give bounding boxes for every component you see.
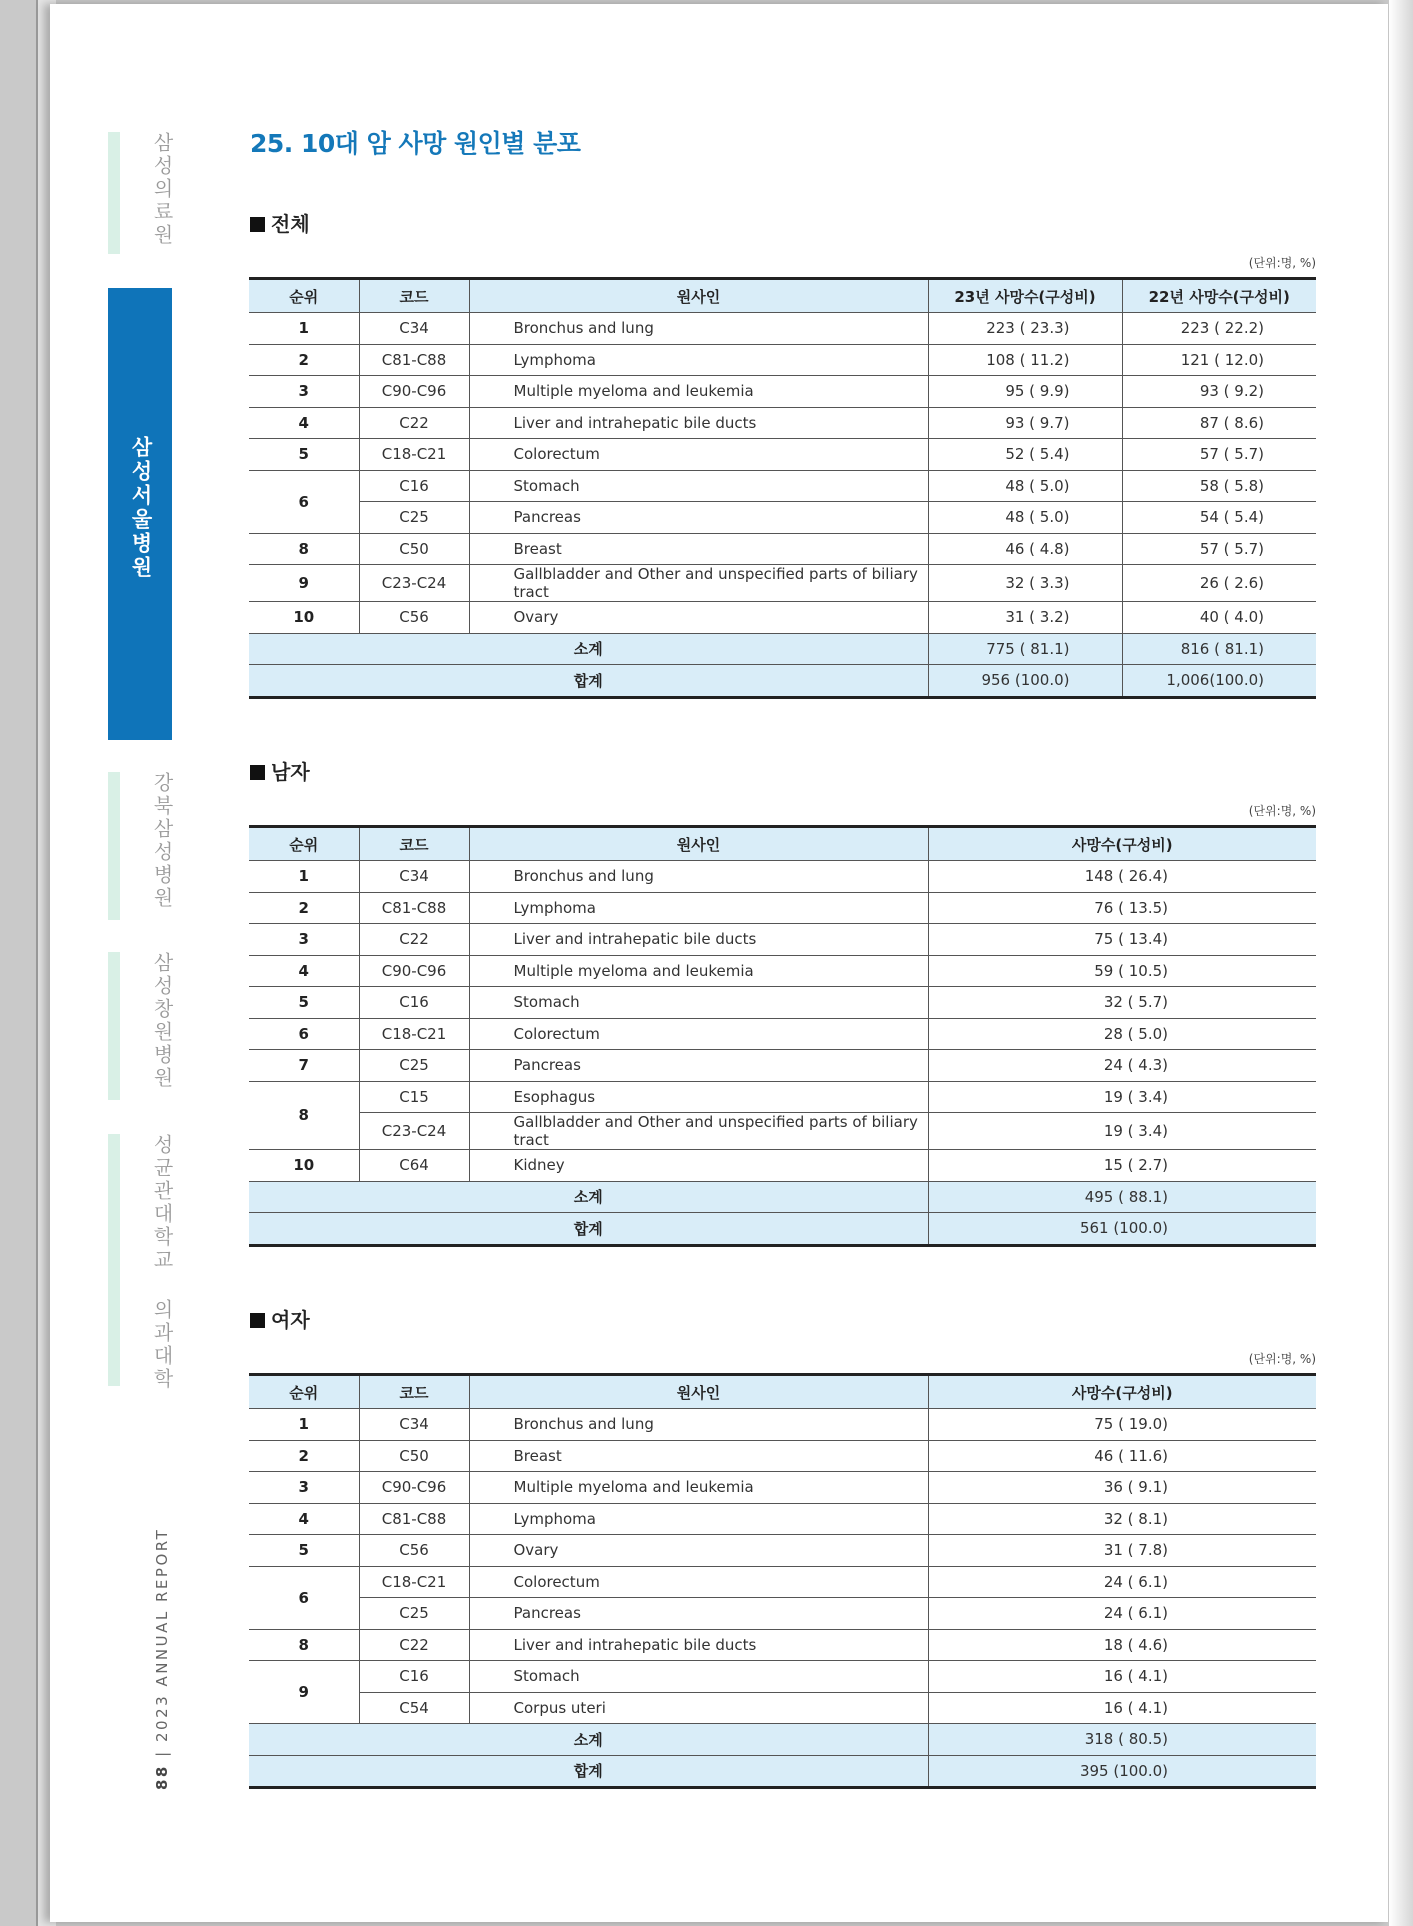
section-title-male <box>250 756 310 785</box>
code-cell: C90-C96 <box>359 376 469 408</box>
col-header-code: 코드 <box>359 827 469 861</box>
cause-cell: Esophagus <box>469 1081 928 1113</box>
rank-cell: 6 <box>249 470 359 533</box>
code-cell: C23-C24 <box>359 565 469 602</box>
rank-cell: 5 <box>249 439 359 471</box>
table-row <box>249 1150 1316 1182</box>
table-row <box>249 439 1316 471</box>
code-cell: C90-C96 <box>359 1472 469 1504</box>
table-row <box>249 1692 1316 1724</box>
code-cell: C25 <box>359 1598 469 1630</box>
total-row <box>249 1755 1316 1788</box>
deaths-cell: 19 ( 3.4) <box>928 1113 1316 1150</box>
section-label: 남자 <box>271 760 310 784</box>
deaths-23-cell: 31 ( 3.2) <box>928 602 1122 634</box>
side-tab-marker <box>108 772 120 920</box>
code-cell: C18-C21 <box>359 1018 469 1050</box>
col-header-rank: 순위 <box>249 827 359 861</box>
subtotal-cell: 495 ( 88.1) <box>928 1181 1316 1213</box>
total-row <box>249 1213 1316 1246</box>
deaths-23-cell: 46 ( 4.8) <box>928 533 1122 565</box>
subtotal-row <box>249 633 1316 665</box>
section-title-female <box>250 1304 310 1333</box>
side-nav-item-samsung-seoul[interactable]: 삼성서울병원 <box>129 436 153 580</box>
cause-cell: Lymphoma <box>469 1503 928 1535</box>
code-cell: C16 <box>359 1661 469 1693</box>
rank-cell: 4 <box>249 1503 359 1535</box>
deaths-22-cell: 40 ( 4.0) <box>1122 602 1316 634</box>
code-cell: C64 <box>359 1150 469 1182</box>
report-name: 2023 ANNUAL REPORT <box>153 1527 171 1742</box>
total-23-cell: 956 (100.0) <box>928 665 1122 698</box>
deaths-22-cell: 121 ( 12.0) <box>1122 344 1316 376</box>
cause-cell: Kidney <box>469 1150 928 1182</box>
code-cell: C18-C21 <box>359 1566 469 1598</box>
col-header-code: 코드 <box>359 279 469 313</box>
table-row <box>249 376 1316 408</box>
code-cell: C16 <box>359 470 469 502</box>
rank-cell: 10 <box>249 1150 359 1182</box>
col-header-cause: 원사인 <box>469 1375 928 1409</box>
table-row <box>249 533 1316 565</box>
deaths-cell: 148 ( 26.4) <box>928 861 1316 893</box>
deaths-cell: 19 ( 3.4) <box>928 1081 1316 1113</box>
code-cell: C15 <box>359 1081 469 1113</box>
cause-cell: Pancreas <box>469 1050 928 1082</box>
square-bullet-icon <box>250 765 265 780</box>
total-label: 합계 <box>249 1213 928 1246</box>
page-footer <box>153 1528 171 1790</box>
subtotal-22-cell: 816 ( 81.1) <box>1122 633 1316 665</box>
cause-cell: Multiple myeloma and leukemia <box>469 376 928 408</box>
deaths-22-cell: 54 ( 5.4) <box>1122 502 1316 534</box>
cause-cell: Multiple myeloma and leukemia <box>469 955 928 987</box>
code-cell: C54 <box>359 1692 469 1724</box>
rank-cell: 2 <box>249 892 359 924</box>
cause-cell: Lymphoma <box>469 892 928 924</box>
cause-cell: Stomach <box>469 470 928 502</box>
col-header-rank: 순위 <box>249 279 359 313</box>
code-cell: C81-C88 <box>359 1503 469 1535</box>
code-cell: C25 <box>359 1050 469 1082</box>
cause-cell: Liver and intrahepatic bile ducts <box>469 924 928 956</box>
rank-cell: 9 <box>249 565 359 602</box>
rank-cell: 3 <box>249 376 359 408</box>
table-row <box>249 1409 1316 1441</box>
cause-cell: Breast <box>469 533 928 565</box>
table-row <box>249 1440 1316 1472</box>
subtotal-label: 소계 <box>249 1724 928 1756</box>
deaths-cell: 24 ( 4.3) <box>928 1050 1316 1082</box>
cause-cell: Bronchus and lung <box>469 313 928 345</box>
deaths-cell: 59 ( 10.5) <box>928 955 1316 987</box>
deaths-23-cell: 95 ( 9.9) <box>928 376 1122 408</box>
rank-cell: 1 <box>249 313 359 345</box>
table-female <box>249 1373 1316 1789</box>
deaths-23-cell: 223 ( 23.3) <box>928 313 1122 345</box>
table-male <box>249 825 1316 1247</box>
rank-cell: 1 <box>249 861 359 893</box>
rank-cell: 1 <box>249 1409 359 1441</box>
deaths-22-cell: 26 ( 2.6) <box>1122 565 1316 602</box>
cause-cell: Lymphoma <box>469 344 928 376</box>
deaths-cell: 75 ( 13.4) <box>928 924 1316 956</box>
rank-cell: 2 <box>249 344 359 376</box>
rank-cell: 8 <box>249 1081 359 1150</box>
code-cell: C56 <box>359 1535 469 1567</box>
code-cell: C34 <box>359 1409 469 1441</box>
rank-cell: 10 <box>249 602 359 634</box>
total-label: 합계 <box>249 1755 928 1788</box>
code-cell: C16 <box>359 987 469 1019</box>
rank-cell: 9 <box>249 1661 359 1724</box>
subtotal-cell: 318 ( 80.5) <box>928 1724 1316 1756</box>
col-header-deaths: 사망수(구성비) <box>928 827 1316 861</box>
deaths-cell: 18 ( 4.6) <box>928 1629 1316 1661</box>
table-row <box>249 1081 1316 1113</box>
table-row <box>249 470 1316 502</box>
page-shadow <box>1389 0 1413 1926</box>
side-tab-marker <box>108 132 120 254</box>
table-row <box>249 344 1316 376</box>
deaths-22-cell: 58 ( 5.8) <box>1122 470 1316 502</box>
table-row <box>249 987 1316 1019</box>
deaths-23-cell: 108 ( 11.2) <box>928 344 1122 376</box>
code-cell: C50 <box>359 1440 469 1472</box>
rank-cell: 3 <box>249 924 359 956</box>
col-header-deaths-22: 22년 사망수(구성비) <box>1122 279 1316 313</box>
cause-cell: Stomach <box>469 987 928 1019</box>
section-label: 전체 <box>271 212 310 236</box>
table-total <box>249 277 1316 699</box>
table-row <box>249 1535 1316 1567</box>
subtotal-row <box>249 1724 1316 1756</box>
code-cell: C34 <box>359 313 469 345</box>
deaths-cell: 31 ( 7.8) <box>928 1535 1316 1567</box>
table-row <box>249 955 1316 987</box>
rank-cell: 6 <box>249 1566 359 1629</box>
square-bullet-icon <box>250 1313 265 1328</box>
col-header-cause: 원사인 <box>469 827 928 861</box>
rank-cell: 5 <box>249 987 359 1019</box>
cause-cell: Colorectum <box>469 1018 928 1050</box>
deaths-cell: 15 ( 2.7) <box>928 1150 1316 1182</box>
square-bullet-icon <box>250 217 265 232</box>
table-row <box>249 1472 1316 1504</box>
deaths-22-cell: 57 ( 5.7) <box>1122 533 1316 565</box>
rank-cell: 8 <box>249 533 359 565</box>
deaths-23-cell: 32 ( 3.3) <box>928 565 1122 602</box>
code-cell: C18-C21 <box>359 439 469 471</box>
deaths-22-cell: 223 ( 22.2) <box>1122 313 1316 345</box>
subtotal-label: 소계 <box>249 633 928 665</box>
rank-cell: 4 <box>249 955 359 987</box>
deaths-cell: 32 ( 5.7) <box>928 987 1316 1019</box>
table-row <box>249 1566 1316 1598</box>
table-row <box>249 1661 1316 1693</box>
cause-cell: Bronchus and lung <box>469 861 928 893</box>
cause-cell: Liver and intrahepatic bile ducts <box>469 1629 928 1661</box>
table-row <box>249 1629 1316 1661</box>
code-cell: C90-C96 <box>359 955 469 987</box>
table-row <box>249 924 1316 956</box>
table-row <box>249 313 1316 345</box>
col-header-deaths-23: 23년 사망수(구성비) <box>928 279 1122 313</box>
cause-cell: Pancreas <box>469 502 928 534</box>
cause-cell: Colorectum <box>469 439 928 471</box>
rank-cell: 6 <box>249 1018 359 1050</box>
rank-cell: 8 <box>249 1629 359 1661</box>
total-cell: 561 (100.0) <box>928 1213 1316 1246</box>
cause-cell: Gallbladder and Other and unspecified parts of biliary tract <box>469 565 928 602</box>
code-cell: C22 <box>359 924 469 956</box>
side-nav-item-changwon[interactable]: 삼성창원병원 <box>150 952 174 1090</box>
cause-cell: Multiple myeloma and leukemia <box>469 1472 928 1504</box>
total-cell: 395 (100.0) <box>928 1755 1316 1788</box>
deaths-cell: 16 ( 4.1) <box>928 1692 1316 1724</box>
table-row <box>249 892 1316 924</box>
total-row <box>249 665 1316 698</box>
side-nav-item-kangbuk[interactable]: 강북삼성병원 <box>150 772 174 910</box>
table-row <box>249 565 1316 602</box>
unit-note: (단위:명, %) <box>1248 804 1316 818</box>
table-row <box>249 1503 1316 1535</box>
deaths-22-cell: 93 ( 9.2) <box>1122 376 1316 408</box>
rank-cell: 7 <box>249 1050 359 1082</box>
deaths-cell: 75 ( 19.0) <box>928 1409 1316 1441</box>
subtotal-row <box>249 1181 1316 1213</box>
table-row <box>249 861 1316 893</box>
page-title: 25. 10대 암 사망 원인별 분포 <box>250 129 581 158</box>
cause-cell: Corpus uteri <box>469 1692 928 1724</box>
rank-cell: 2 <box>249 1440 359 1472</box>
footer-separator: | <box>153 1749 171 1757</box>
deaths-23-cell: 48 ( 5.0) <box>928 470 1122 502</box>
code-cell: C22 <box>359 1629 469 1661</box>
cause-cell: Liver and intrahepatic bile ducts <box>469 407 928 439</box>
table-row <box>249 1113 1316 1150</box>
code-cell: C34 <box>359 861 469 893</box>
code-cell: C23-C24 <box>359 1113 469 1150</box>
cause-cell: Stomach <box>469 1661 928 1693</box>
subtotal-23-cell: 775 ( 81.1) <box>928 633 1122 665</box>
cause-cell: Pancreas <box>469 1598 928 1630</box>
rank-cell: 3 <box>249 1472 359 1504</box>
cause-cell: Ovary <box>469 1535 928 1567</box>
section-title-total <box>250 208 310 237</box>
code-cell: C25 <box>359 502 469 534</box>
code-cell: C81-C88 <box>359 344 469 376</box>
table-row <box>249 602 1316 634</box>
table-row <box>249 1018 1316 1050</box>
unit-note: (단위:명, %) <box>1248 256 1316 270</box>
cause-cell: Colorectum <box>469 1566 928 1598</box>
rank-cell: 4 <box>249 407 359 439</box>
deaths-cell: 32 ( 8.1) <box>928 1503 1316 1535</box>
deaths-cell: 76 ( 13.5) <box>928 892 1316 924</box>
table-row <box>249 407 1316 439</box>
page-number: 88 <box>153 1764 171 1790</box>
col-header-rank: 순위 <box>249 1375 359 1409</box>
deaths-23-cell: 48 ( 5.0) <box>928 502 1122 534</box>
unit-note: (단위:명, %) <box>1248 1352 1316 1366</box>
deaths-23-cell: 93 ( 9.7) <box>928 407 1122 439</box>
table-row <box>249 502 1316 534</box>
table-row <box>249 1598 1316 1630</box>
code-cell: C50 <box>359 533 469 565</box>
deaths-cell: 16 ( 4.1) <box>928 1661 1316 1693</box>
side-nav-item-skku-medicine[interactable]: 성균관대학교 의과대학 <box>150 1134 174 1391</box>
rank-cell: 5 <box>249 1535 359 1567</box>
code-cell: C81-C88 <box>359 892 469 924</box>
code-cell: C22 <box>359 407 469 439</box>
col-header-code: 코드 <box>359 1375 469 1409</box>
side-tab-marker <box>108 1134 120 1386</box>
cause-cell: Ovary <box>469 602 928 634</box>
section-label: 여자 <box>271 1308 310 1332</box>
total-label: 합계 <box>249 665 928 698</box>
deaths-23-cell: 52 ( 5.4) <box>928 439 1122 471</box>
cause-cell: Breast <box>469 1440 928 1472</box>
deaths-22-cell: 87 ( 8.6) <box>1122 407 1316 439</box>
side-nav-item-samsung-medical[interactable]: 삼성의료원 <box>150 132 174 247</box>
total-22-cell: 1,006(100.0) <box>1122 665 1316 698</box>
deaths-cell: 24 ( 6.1) <box>928 1598 1316 1630</box>
table-row <box>249 1050 1316 1082</box>
deaths-22-cell: 57 ( 5.7) <box>1122 439 1316 471</box>
col-header-cause: 원사인 <box>469 279 928 313</box>
subtotal-label: 소계 <box>249 1181 928 1213</box>
col-header-deaths: 사망수(구성비) <box>928 1375 1316 1409</box>
cause-cell: Gallbladder and Other and unspecified parts of biliary tract <box>469 1113 928 1150</box>
deaths-cell: 28 ( 5.0) <box>928 1018 1316 1050</box>
code-cell: C56 <box>359 602 469 634</box>
side-tab-marker <box>108 952 120 1100</box>
deaths-cell: 24 ( 6.1) <box>928 1566 1316 1598</box>
cause-cell: Bronchus and lung <box>469 1409 928 1441</box>
deaths-cell: 46 ( 11.6) <box>928 1440 1316 1472</box>
deaths-cell: 36 ( 9.1) <box>928 1472 1316 1504</box>
